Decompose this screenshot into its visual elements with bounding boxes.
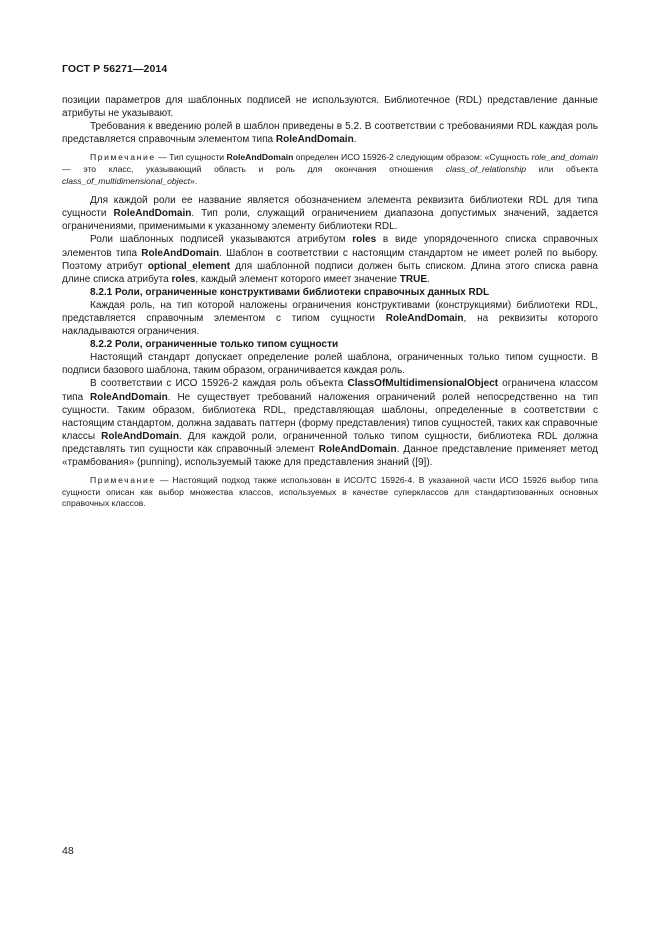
text-run: RoleAndDomain xyxy=(275,134,354,146)
body-paragraph xyxy=(62,299,598,338)
text-run: TRUE xyxy=(399,273,428,285)
text-run: , на реквизиты которого накладываются ограничения. xyxy=(62,313,598,338)
text-run: Требования к введению ролей в шаблон приведены в 5.2. В соответствии с требованиями RDL каждая роль представляется справочным элементом типа xyxy=(62,121,598,146)
text-run: ». xyxy=(190,175,198,186)
text-run: Для каждой роли ее название является обозначением элемента реквизита библиотеки RDL для типа сущности xyxy=(62,195,598,220)
text-run: Примечание xyxy=(90,475,156,486)
text-run: . Шаблон в соответствии с настоящим стандартом не имеет ролей по выбору. Поэтому атрибут xyxy=(62,247,599,272)
text-run: позиции параметров для шаблонных подписей не используются. Библиотечное (RDL) представление данные атрибуты не указывают. xyxy=(62,95,598,120)
text-run: или объекта xyxy=(526,163,598,174)
note-paragraph xyxy=(62,152,598,187)
text-run: — Настоящий подход также использован в ИСО/ТС 15926-4. В указанной части ИСО 15926 выбор типа сущности описан как выбор множества классов, используемых в качестве суперклассов для стандартизованных основных справочных классов. xyxy=(62,475,598,509)
section-heading xyxy=(62,286,598,299)
text-run: Настоящий стандарт допускает определение ролей шаблона, ограниченных только типом сущности. В подписи базового шаблона, таким образом, ограничивается каждая роль. xyxy=(62,352,598,377)
text-run: . Данное представление применяет метод «трамбования» (punning), используемый также для представления знаний ([9]). xyxy=(62,443,598,469)
body-paragraph xyxy=(62,94,598,120)
text-run: . xyxy=(353,134,357,146)
text-run: 8.2.1 Роли, ограниченные конструктивами библиотеки справочных данных RDL xyxy=(90,286,490,298)
text-run: — Тип сущности xyxy=(155,152,227,163)
document-header: ГОСТ Р 56271—2014 xyxy=(62,63,168,75)
text-run: roles xyxy=(352,234,377,246)
text-run: class_of_multidimensional_object xyxy=(62,175,191,186)
text-run: RoleAndDomain xyxy=(90,391,168,403)
text-run: — это класс, указывающий область и роль для окончания отношения xyxy=(62,163,446,174)
text-run: В соответствии с ИСО 15926-2 каждая роль объекта xyxy=(90,378,348,390)
page-number: 48 xyxy=(62,845,74,857)
text-run: roles xyxy=(171,273,196,285)
text-run: class_of_relationship xyxy=(445,163,527,174)
text-run: RoleAndDomain xyxy=(141,247,220,259)
text-run: Примечание xyxy=(90,152,156,163)
body-paragraph xyxy=(62,194,598,233)
body-paragraph xyxy=(62,120,598,146)
body-paragraph xyxy=(62,351,598,377)
text-run: . Для каждой роли, ограниченной только типом сущности, библиотека RDL должна представлять тип сущности как справочный элемент xyxy=(62,430,598,455)
text-run: для шаблонной подписи должен быть списком. Длина этого списка равна длине списка атрибута xyxy=(62,260,598,285)
body-paragraph xyxy=(62,233,598,285)
text-run: Роли шаблонных подписей указываются атрибутом xyxy=(90,234,353,246)
text-run: , каждый элемент которого имеет значение xyxy=(195,273,400,285)
text-run: 8.2.2 Роли, ограниченные только типом сущности xyxy=(90,339,339,351)
text-run: RoleAndDomain xyxy=(385,313,464,324)
text-run: role_and_domain xyxy=(531,152,598,163)
text-run: определен ИСО 15926-2 следующим образом: «Сущность xyxy=(293,152,532,163)
text-run: RoleAndDomain xyxy=(226,152,294,163)
text-run: . xyxy=(427,273,430,285)
text-run: в виде упорядоченного списка справочных элементов типа xyxy=(62,234,598,259)
text-run: RoleAndDomain xyxy=(318,443,397,455)
text-run: ограничена классом типа xyxy=(62,378,598,403)
body-paragraph xyxy=(62,377,598,469)
document-body xyxy=(62,94,598,510)
note-paragraph xyxy=(62,475,598,510)
text-run: Каждая роль, на тип которой наложены ограничения конструктивами (конструкциями) библиотеки RDL, представляется справочным элементом с типом сущности xyxy=(62,299,598,324)
text-run: optional_element xyxy=(147,260,231,272)
text-run: . Не существует требований наложения ограничений ролей непосредственно на тип сущности. Таким образом, библиотека RDL, представляющая шаблоны, определенные в соответствии с настоящим стандартом, должна задавать паттерн (форму представления) типов сущностей, таких как справочные классы xyxy=(62,391,598,442)
text-run: . Тип роли, служащий ограничением диапазона допустимых значений, задается ограничениями, применимыми к указанному элементу библиотеки RDL. xyxy=(62,208,598,233)
text-run: RoleAndDomain xyxy=(113,208,192,220)
section-heading xyxy=(62,338,598,351)
text-run: ClassOfMultidimensionalObject xyxy=(347,378,499,390)
text-run: RoleAndDomain xyxy=(101,430,179,442)
